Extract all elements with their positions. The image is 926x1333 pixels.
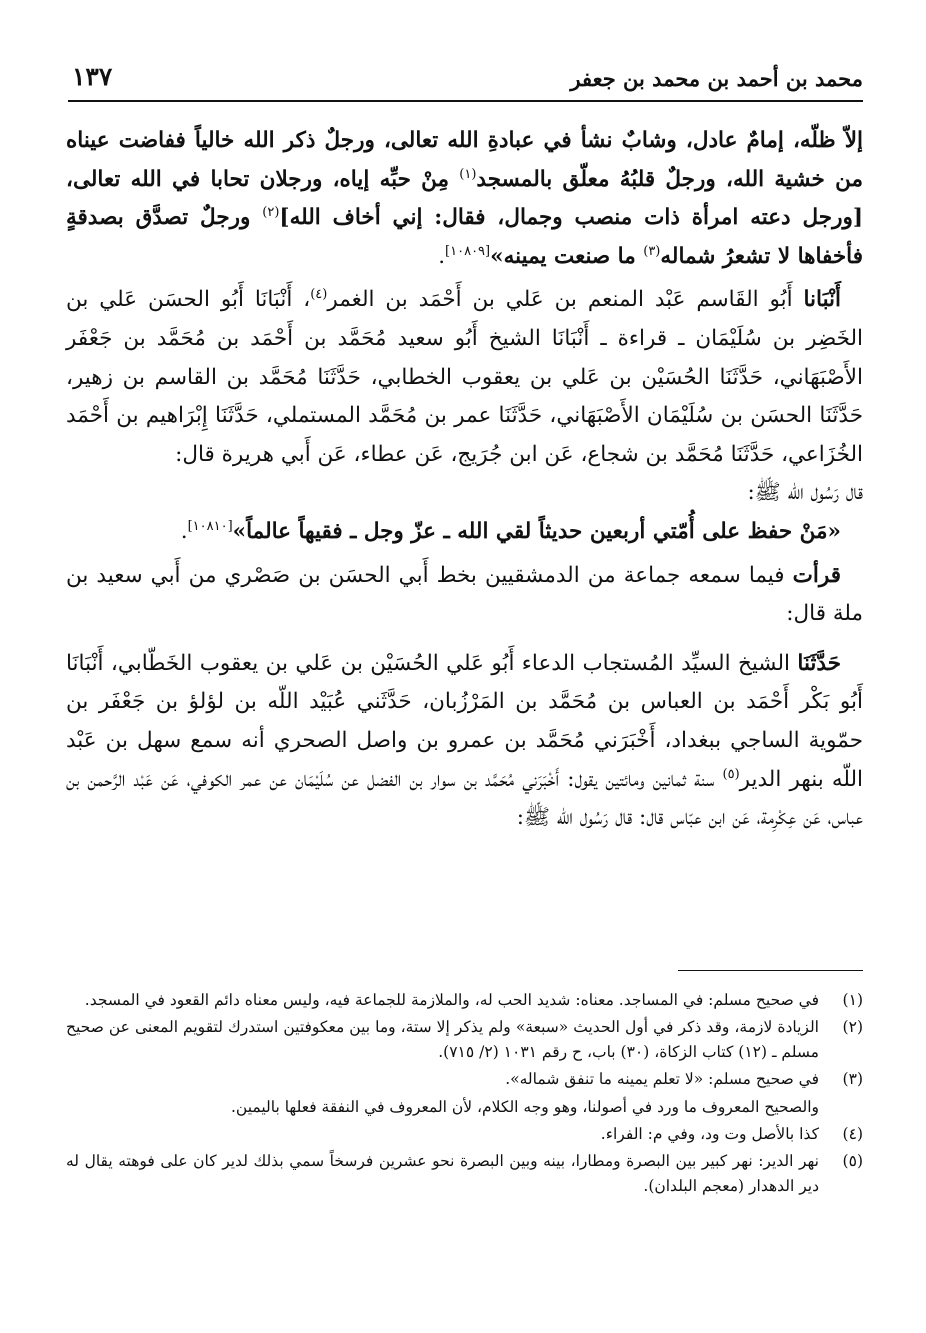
footnote-text: الزيادة لازمة، وقد ذكر في أول الحديث «سبعة» ولم يذكر إلا ستة، وما بين معكوفتين استدرك لتقويم المعنى عن صحيح مسلم ـ (١٢) كتاب الزكاة، (٣٠) باب، ح رقم ١٠٣١ (٢/ ٧١٥). xyxy=(66,1018,819,1061)
reading-paragraph xyxy=(66,557,863,634)
hadith-text: ما صنعت يمينه» xyxy=(490,243,644,269)
hadith-text: «مَنْ حفظ على أُمّتي أربعين حديثاً لقي الله ـ عزّ وجل ـ فقيهاً عالماً» xyxy=(232,518,841,544)
hadith-number: [١٠٨٠٩] xyxy=(445,243,491,259)
hadith-text: ورجلٌ تصدَّق بصدقةٍ فأخفاها لا تشعرُ شماله xyxy=(66,205,863,269)
hadith-number: [١٠٨١٠] xyxy=(187,518,233,534)
footnote-text: في صحيح مسلم: «لا تعلم يمينه ما تنفق شماله». xyxy=(505,1070,819,1089)
footnote-number: (٥) xyxy=(842,1152,863,1171)
period: . xyxy=(438,243,446,269)
footnote-number: (٣) xyxy=(842,1070,863,1089)
footnote-rule xyxy=(678,970,863,971)
isnad-text: أَبُو القَاسم عَبْد المنعم بن عَلي بن أَحْمَد بن الغمر xyxy=(327,287,804,313)
isnad-text: سنة ثمانين ومائتين يقول: أَخْبَرَني مُحَمَّد بن سوار بن الفضل عن سُلَيْمَان عن عمر الكوفي، عَن عَبْد الرَّحمن بن عباس، عَن عِكْرِمة، عَن ابن عبّاس قال: قال رَسُول الله ﷺ: xyxy=(66,766,863,831)
paragraph-text: فيما سمعه جماعة من الدمشقيين بخط أَبي الحسَن بن صَصْري من أَبي سعيد بن ملة قال: xyxy=(66,562,863,627)
footnote-continuation: والصحيح المعروف ما ورد في أصولنا، وهو وجه الكلام، لأن المعروف في النفقة فعلها باليمين. xyxy=(230,1097,819,1116)
footnote-ref: (٥) xyxy=(722,766,740,782)
period: . xyxy=(180,518,188,544)
footnote-ref: (١) xyxy=(459,166,477,182)
footnote-ref: (٢) xyxy=(262,205,280,221)
main-text xyxy=(66,122,863,838)
footnote xyxy=(66,1015,863,1064)
footnote xyxy=(66,1067,863,1091)
footnote-ref: (٣) xyxy=(643,243,661,259)
footnote xyxy=(66,988,863,1012)
footnote xyxy=(66,1122,863,1146)
page-header xyxy=(68,58,863,100)
prophet-said-text: قال رَسُول الله ﷺ: xyxy=(747,480,863,506)
isnad-paragraph xyxy=(66,645,863,838)
page-number: ١٣٧ xyxy=(72,62,113,91)
hadith-ending-paragraph xyxy=(66,122,863,276)
isnad-text: الشيخ السيِّد المُستجاب الدعاء أَبُو عَلي الحُسَيْن بن عَلي بن يعقوب الخَطّابي، أَنْبَانَا أَبُو بَكْر أَحْمَد بن العباس بن مُحَمَّد بن المَرْزُبان، حَدَّثَني عُبَيْد اللّه بن لؤلؤ بن جَعْفَر بن حمّوية الساجي ببغداد، أَخْبَرَني مُحَمَّد بن عمرو بن واصل الصحري أنه سمع سهل بن عَبْد اللّه بنهر الدير xyxy=(66,650,863,792)
hadith-text: إلاّ ظلّه، إمامٌ عادل، وشابٌ نشأ في عبادةِ الله تعالى، ورجلٌ ذكر الله خالياً ففاضت عيناه من خشية الله، ورجلٌ قلبُهُ معلّق بالمسجد xyxy=(66,128,863,192)
header-rule xyxy=(68,100,863,102)
isnad-text: ، أَنْبَانَا أَبُو الحسَن عَلي بن الخَضِر بن سُلَيْمَان ـ قراءة ـ أَنْبَانَا الشيخ أَبُو سعيد مُحَمَّد بن أَحْمَد بن مُحَمَّد بن جَعْفَر الأَصْبَهَاني، حَدَّثَنَا الحُسَيْن بن عَلي بن يعقوب الخطابي، حَدَّثَنَا مُحَمَّد بن القاسم بن زهير، حَدَّثَنَا الحسَن بن سُلَيْمَان الأَصْبَهَاني، حَدَّثَنَا عمر بن مُحَمَّد المستملي، حَدَّثَنَا إِبْرَاهيم بن أَحْمَد الخُزَاعي، حَدَّثَنَا مُحَمَّد بن شجاع، عَن ابن جُرَيج، عَن عطاء، عَن أَبي هريرة قال: xyxy=(66,287,863,467)
footnote-text: كذا بالأصل وت ود، وفي م: الفراء. xyxy=(600,1125,819,1144)
hadith-text: مِنْ حبِّه إياه، ورجلان تحابا في الله تعالى، [ورجل دعته امرأة ذات منصب وجمال، فقال: إني أخاف الله] xyxy=(66,166,864,231)
footnote-number: (٤) xyxy=(842,1125,863,1144)
paragraph-lead-word: قرأت xyxy=(792,562,841,588)
hadith-paragraph xyxy=(66,513,863,552)
paragraph-lead-word: أَنْبَانا xyxy=(803,287,842,313)
footnote-number: (٢) xyxy=(842,1018,863,1037)
footnote-text: في صحيح مسلم: في المساجد. معناه: شديد الحب له، والملازمة للجماعة فيه، وليس معناه دائم القعود في المسجد. xyxy=(84,991,819,1009)
paragraph-lead-word: حَدَّثَنَا xyxy=(797,650,841,676)
prophet-said-line xyxy=(66,474,863,513)
footnote-number: (١) xyxy=(842,991,863,1009)
isnad-paragraph xyxy=(66,281,863,474)
running-title: محمد بن أحمد بن محمد بن جعفر xyxy=(570,66,863,91)
footnote-text: نهر الدير: نهر كبير بين البصرة ومطارا، بينه وبين البصرة نحو عشرين فرسخاً سمي بذلك لدير كان على فوهته يقال له دير الدهدار (معجم البلدان). xyxy=(66,1152,819,1195)
footnotes xyxy=(66,988,863,1201)
footnote-ref: (٤) xyxy=(310,287,328,303)
footnote xyxy=(66,1149,863,1198)
